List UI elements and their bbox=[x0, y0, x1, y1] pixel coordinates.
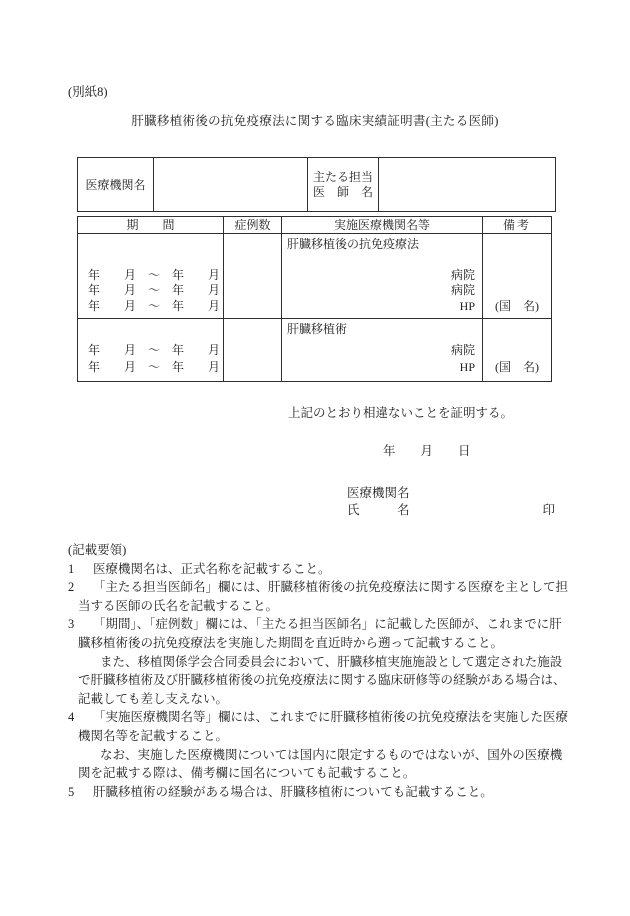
note-text: 「期間」、「症例数」欄には、「主たる担当医師名」に記載した医師が、これまでに肝臓移植術後の抗免疫療法を実施した期間を直近時から遡って記載すること。 bbox=[78, 617, 562, 650]
remarks-cell bbox=[483, 234, 552, 319]
note-item-4 bbox=[68, 708, 570, 745]
note-number: 4 bbox=[68, 710, 75, 725]
note-item-4-continued: なお、実施した医療機関については国内に限定するものではないが、国外の医療機関を記載する際は、備考欄に国名についても記載すること。 bbox=[78, 747, 563, 781]
notes-heading: (記載要領) bbox=[68, 543, 127, 557]
certification-institution-label: 医療機関名 bbox=[347, 486, 410, 500]
certification-date-line: 年 月 日 bbox=[383, 444, 471, 458]
institution-suffix: 病院 bbox=[450, 267, 475, 282]
cases-column-header: 症例数 bbox=[224, 217, 282, 234]
remarks-cell bbox=[483, 319, 552, 382]
section-row-transplant bbox=[78, 319, 552, 382]
institutions-cell bbox=[282, 234, 483, 319]
country-name-placeholder: (国 名) bbox=[495, 360, 539, 374]
period-blank-row: 年 月 ～ 年 月 bbox=[88, 343, 221, 357]
institution-name-label: 医療機関名 bbox=[78, 158, 154, 212]
section-heading: 肝臓移植後の抗免疫療法 bbox=[287, 237, 420, 251]
institution-suffix: 病院 bbox=[450, 343, 475, 357]
filling-instructions bbox=[68, 541, 570, 801]
period-cell bbox=[78, 234, 224, 319]
period-blank-row: 年 月 ～ 年 月 bbox=[88, 283, 221, 297]
period-column-header: 期 間 bbox=[78, 217, 224, 234]
period-blank-row: 年 月 ～ 年 月 bbox=[88, 267, 221, 282]
note-item-3-continued: また、移植関係学会合同委員会において、肝臓移植実施施設として選定された施設で肝臓移植術及び肝臓移植術後の抗免疫療法に関する臨床研修等の経験がある場合は、記載しても差し支えない。 bbox=[78, 654, 566, 706]
table-header-row bbox=[78, 217, 552, 234]
clinical-record-table bbox=[77, 216, 552, 382]
cases-cell bbox=[224, 319, 282, 382]
institution-doctor-table bbox=[77, 157, 556, 212]
seal-label: 印 bbox=[542, 503, 555, 517]
note-item-2 bbox=[68, 578, 570, 615]
doctor-label-line1: 主たる担当 bbox=[312, 169, 373, 184]
note-number: 1 bbox=[68, 561, 75, 576]
attachment-label: (別紙8) bbox=[68, 85, 108, 99]
note-item-5 bbox=[68, 783, 570, 802]
document-title: 肝臓移植術後の抗免疫療法に関する臨床実績証明書(主たる医師) bbox=[131, 114, 499, 128]
institutions-column-header: 実施医療機関名等 bbox=[282, 217, 483, 234]
country-name-placeholder: (国 名) bbox=[495, 298, 539, 313]
note-number: 2 bbox=[68, 580, 75, 595]
note-text: 「実施医療機関名等」欄には、これまでに肝臓移植術後の抗免疫療法を実施した医療機関名等を記載すること。 bbox=[78, 710, 569, 743]
note-item-3 bbox=[68, 615, 570, 652]
institution-suffix: HP bbox=[459, 298, 475, 313]
note-text: 「主たる担当医師名」欄には、肝臓移植術後の抗免疫療法に関する医療を主として担当する医師の氏名を記載すること。 bbox=[78, 580, 569, 613]
spacer bbox=[282, 251, 482, 268]
period-blank-row: 年 月 ～ 年 月 bbox=[88, 298, 221, 313]
section-row-immunotherapy bbox=[78, 234, 552, 319]
institution-suffix: 病院 bbox=[450, 283, 475, 297]
doctor-name-label bbox=[308, 158, 379, 212]
note-number: 5 bbox=[68, 784, 75, 799]
remarks-column-header: 備考 bbox=[483, 217, 552, 234]
note-number: 3 bbox=[68, 617, 75, 632]
certification-statement: 上記のとおり相違ないことを証明する。 bbox=[288, 406, 514, 420]
certification-name-row bbox=[347, 500, 555, 518]
note-text: 医療機関名は、正式名称を記載すること。 bbox=[93, 561, 331, 576]
doctor-name-field bbox=[379, 158, 556, 212]
note-item-1 bbox=[68, 560, 570, 579]
cases-cell bbox=[224, 234, 282, 319]
certification-name-label: 氏 名 bbox=[347, 503, 410, 517]
institution-name-field bbox=[154, 158, 308, 212]
institutions-cell bbox=[282, 319, 483, 382]
section-heading: 肝臓移植術 bbox=[287, 322, 348, 336]
period-cell bbox=[78, 319, 224, 382]
period-blank-row: 年 月 ～ 年 月 bbox=[88, 360, 221, 374]
institution-suffix: HP bbox=[459, 360, 475, 374]
note-text: 肝臓移植術の経験がある場合は、肝臓移植術についても記載すること。 bbox=[93, 784, 493, 799]
table-row bbox=[78, 158, 556, 212]
doctor-label-line2: 医 師 名 bbox=[312, 184, 373, 199]
